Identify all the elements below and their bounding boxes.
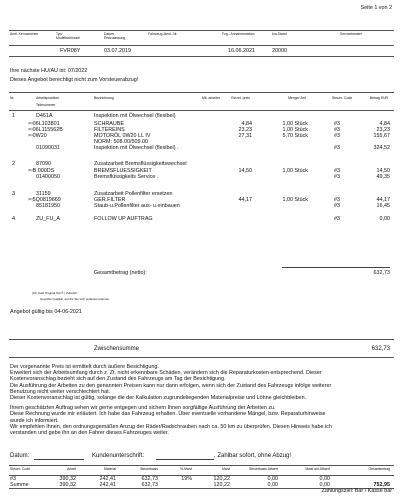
license-plate: FVR08Y <box>60 48 81 54</box>
summary-header-4: %-Mwst <box>179 467 192 471</box>
terms-line-4: Benutzung nicht weiter verschlechtert hat. <box>10 388 111 395</box>
summary-header-3: Steuerbasis <box>140 467 158 471</box>
row-3-origin-marker: (01) <box>28 134 33 137</box>
vehicle-header-fin: Fahrzeug-Ident.-Nr. <box>148 32 178 36</box>
row-0-nr: 1 <box>12 113 15 119</box>
first-registration: 03.07.2019 <box>104 48 131 54</box>
page-number: Seite 1 von 2 <box>360 5 392 11</box>
terms-line-10: Wir empfehlen Ihnen, den ordnungsgemäßen Anzug der Räder/Radschrauben nach ca. 50 km zu überprüfen. Diesen Hinweis habe ich <box>10 423 332 430</box>
summary-row-0: #3 <box>10 476 16 482</box>
row-11-code: 85181950 <box>36 203 60 209</box>
row-9-nr: 3 <box>12 191 15 197</box>
col-steuercode: Steuer- Code <box>332 96 353 100</box>
summary-top-rule <box>9 465 394 466</box>
row-1-qty: 1,00 Stück <box>282 121 308 127</box>
vehicle-bottom-rule <box>9 56 394 57</box>
row-10-desc: GER.FILTER <box>94 197 126 203</box>
summary-header-6: Steuerbasis Altwert <box>248 467 278 471</box>
row-3-code <box>28 133 84 139</box>
row-5-desc: Inspektion mit Ölwechsel (flexibel) . <box>94 145 179 151</box>
zwischensumme-bottom-rule <box>9 357 394 358</box>
row-6-desc: Zusatzarbeit Bremsflüssigkeitswechsel <box>94 161 187 167</box>
vehicle-top-rule <box>9 30 394 31</box>
total-rule <box>282 267 390 268</box>
terms-line-3: Die Ausführung der Arbeiten zu den genannten Preisen kann nur dann erfolgen, wenn sich der Zustand des Fahrzeugs infolge weiterer <box>10 382 332 389</box>
summary-header-1: Arbeit <box>67 467 76 471</box>
vehicle-header-kennzeichen: Amtl. Kennzeichen <box>10 32 39 36</box>
row-12-desc: FOLLOW UP AUFTRAG <box>94 216 153 222</box>
row-12-tax: #3 <box>334 216 340 222</box>
payment-method: Zahlungsziel: Bar / Kasse bar <box>321 488 392 494</box>
signature-line <box>156 459 214 460</box>
row-3-desc: MOTORÖL 0W20 LL IV <box>94 133 151 139</box>
row-1-tax: #3 <box>334 121 340 127</box>
summary-total-5: 120,22 <box>213 482 230 488</box>
col-teilenummer: Teilenummer <box>36 103 56 107</box>
summary-total-6: 0,00 <box>267 482 278 488</box>
row-2-tax: #3 <box>334 127 340 133</box>
row-7-qty: 1,00 Stück <box>282 168 308 174</box>
acceptance-date: 16.06.2021 <box>228 48 255 54</box>
row-8-amt: 49,35 <box>376 174 390 180</box>
validity: Angebot gültig bis 04-06-2021 <box>10 309 82 315</box>
row-7-tax: #3 <box>334 168 340 174</box>
hu-note: Ihre nächste HU/AU ist: 07/2022 <box>10 68 88 74</box>
summary-row-6: 0,00 <box>267 476 278 482</box>
row-1-origin-marker: (01) <box>28 122 33 125</box>
col-einzelpreis: Einzel- preis <box>231 96 250 100</box>
row-2-code-text: 06L115562B <box>32 127 63 133</box>
terms-line-5: Dieser Kostenvoranschlag ist gültig, solange die der Kalkulation zugrundeliegenden Materialpreise und Löhne gleichbleiben. <box>10 395 307 401</box>
col-mitarbeiter: Mit- arbeiter <box>201 96 220 100</box>
vehicle-mid-rule <box>9 45 394 46</box>
summary-header-7: Mwst auf Altwert <box>305 467 330 471</box>
date-label: Datum: <box>10 453 30 459</box>
row-12-nr: 4 <box>12 216 15 222</box>
customer-signature-label: Kundenunterschrift: <box>92 453 145 459</box>
footnote-origin: (01) Audi Original Teil ® | Zubehör <box>32 291 78 295</box>
mileage: 20000 <box>272 48 287 54</box>
table-top-rule <box>9 92 394 93</box>
row-2-origin-marker: (01) <box>28 128 33 131</box>
vehicle-header-annahme: Fzg.- Annahmedatum <box>222 32 255 36</box>
terms-line-9: wurde ich informiert. <box>10 417 59 424</box>
summary-row-3: 632,73 <box>141 476 158 482</box>
row-7-code-text: B 000DS <box>32 168 55 174</box>
row-10-qty: 1,00 Stück <box>282 197 308 203</box>
footnote-quality: Geprüfte Qualität, auf die Sie sich verlassen können. <box>40 297 111 301</box>
row-3-code-text: 0W20 <box>32 133 47 139</box>
terms-line-7: Ihrem geschätzten Auftrag sehen wir gerne entgegen und sichern Ihnen sorgfältige Ausführung der Arbeiten zu. <box>10 405 276 412</box>
row-10-code-text: 5Q0819669 <box>32 197 61 203</box>
row-10-origin-marker: (01) <box>28 198 33 201</box>
row-11-tax: #3 <box>334 203 340 209</box>
row-10-price: 44,17 <box>238 197 252 203</box>
summary-header-0: Steuer- Code <box>10 467 31 471</box>
row-0-code: D461A <box>36 113 53 119</box>
summary-total-2: 242,41 <box>99 482 116 488</box>
row-10-amt: 44,17 <box>376 197 390 203</box>
col-betrag: Betrag EUR <box>369 96 388 100</box>
summary-row-7: 0,00 <box>319 476 330 482</box>
vehicle-header-typ: Typ/ Modellschlüssel <box>56 32 80 40</box>
vehicle-header-serviceberater: Serviceberater <box>340 32 363 36</box>
payment-terms: , Zahlbar sofort, ohne Abzug! <box>214 453 292 459</box>
row-0-desc: Inspektion mit Ölwechsel (flexibel) <box>94 113 176 119</box>
row-8-code: 01400050 <box>36 174 60 180</box>
summary-total-8: 752,95 <box>373 482 390 488</box>
summary-header-2: Material <box>103 467 116 471</box>
row-1-code-text: 06L103801 <box>32 121 60 127</box>
row-2-qty: 1,00 Stück <box>282 127 308 133</box>
row-1-amt: 4,84 <box>379 121 390 127</box>
row-3-tax: #3 <box>334 133 340 139</box>
zwischensumme-label: Zwischensumme <box>94 346 140 352</box>
row-11-amt: 16,45 <box>376 203 390 209</box>
row-6-nr: 2 <box>12 161 15 167</box>
terms-line-8: Diese Rechnung wurde mir erläutert. Ich habe das Fahrzeug erhalten. Über eventuelle vorhandene Mängel, bzw. Reparaturhinweise <box>10 411 326 418</box>
summary-row-2: 242,41 <box>99 476 116 482</box>
row-7-price: 14,50 <box>238 168 252 174</box>
row-12-code: ZU_FU_A <box>36 216 60 222</box>
row-5-amt: 324,52 <box>373 145 390 151</box>
summary-total-7: 0,00 <box>319 482 330 488</box>
summary-row-1: 390,32 <box>59 476 76 482</box>
table-header-rule <box>9 110 394 111</box>
row-10-tax: #3 <box>334 197 340 203</box>
row-4-desc: NORM: 508.00/509.00 <box>94 139 148 145</box>
row-9-desc: Zusatzarbeit Pollenfilter ersetzen <box>94 191 173 197</box>
row-2-amt: 23,23 <box>376 127 390 133</box>
summary-total-3: 632,73 <box>141 482 158 488</box>
total-label: Gesamtbetrag (netto): <box>94 270 147 276</box>
row-9-code: 31159 <box>36 191 51 197</box>
row-3-qty: 5,70 Stück <box>282 133 308 139</box>
row-7-amt: 14,50 <box>376 168 390 174</box>
row-2-price: 23,23 <box>238 127 252 133</box>
row-7-desc: BREMSFLUESSIGKEIT <box>94 168 152 174</box>
zwischensumme-top-rule <box>9 339 394 340</box>
summary-row-4: 19% <box>181 476 192 482</box>
summary-total-1: 390,32 <box>59 482 76 488</box>
col-arbeitsposition: Arbeitsposition/ <box>36 96 60 100</box>
zwischensumme-value: 632,73 <box>371 346 390 352</box>
vorsteuer-note: Dieses Angebot berechtigt nicht zum Vorsteuerabzug! <box>10 77 139 83</box>
summary-header-5: Mwst <box>222 467 230 471</box>
row-3-amt: 155,67 <box>373 133 390 139</box>
col-menge: Menge/ Zeit <box>288 96 306 100</box>
terms-line-1: Erweitert sich der Arbeitsumfang durch z. Zt. nicht erkennbare Schäden, verändern sich die Reparaturkosten entsprechend. Dieser <box>10 370 322 377</box>
terms-line-0: Der vorgenannte Preis ist ermittelt durch äußere Besichtigung. <box>10 364 159 370</box>
row-11-desc: Staub-u.Pollenfilter aus- u.einbauen <box>94 203 180 209</box>
row-2-desc: FILTEREINS <box>94 127 125 133</box>
row-8-desc: Bremsflüssigkeits Service . <box>94 174 159 180</box>
row-7-origin-marker: (01) <box>28 169 33 172</box>
summary-header-8: Gesamtbetrag <box>368 467 390 471</box>
col-nr: Nr. <box>10 96 15 100</box>
row-6-code: 87090 <box>36 161 51 167</box>
vehicle-header-km: km-Stand <box>272 32 287 36</box>
row-1-desc: SCHRAUBE <box>94 121 124 127</box>
row-12-amt: 0,00 <box>379 216 390 222</box>
col-bezeichnung: Bezeichnung <box>94 96 114 100</box>
row-5-tax: #3 <box>334 145 340 151</box>
summary-row-5: 120,22 <box>213 476 230 482</box>
total-value: 632,73 <box>373 270 390 276</box>
date-line <box>34 459 84 460</box>
row-3-price: 27,31 <box>238 133 252 139</box>
terms-line-2: Kostenvoranschlag bezieht sich auf den Zustand des Fahrzeugs am Tag der Besichtigung. <box>10 376 226 383</box>
row-5-code: 01090031 <box>36 145 60 151</box>
row-1-price: 4,84 <box>241 121 252 127</box>
row-8-tax: #3 <box>334 174 340 180</box>
terms-line-11: verstanden und gebe ihn an den Fahrer dieses Fahrzeuges weiter. <box>10 430 169 436</box>
summary-total-0: Summe <box>10 482 29 488</box>
vehicle-header-erstzulassung: Datum Erstzulassung <box>104 32 126 40</box>
